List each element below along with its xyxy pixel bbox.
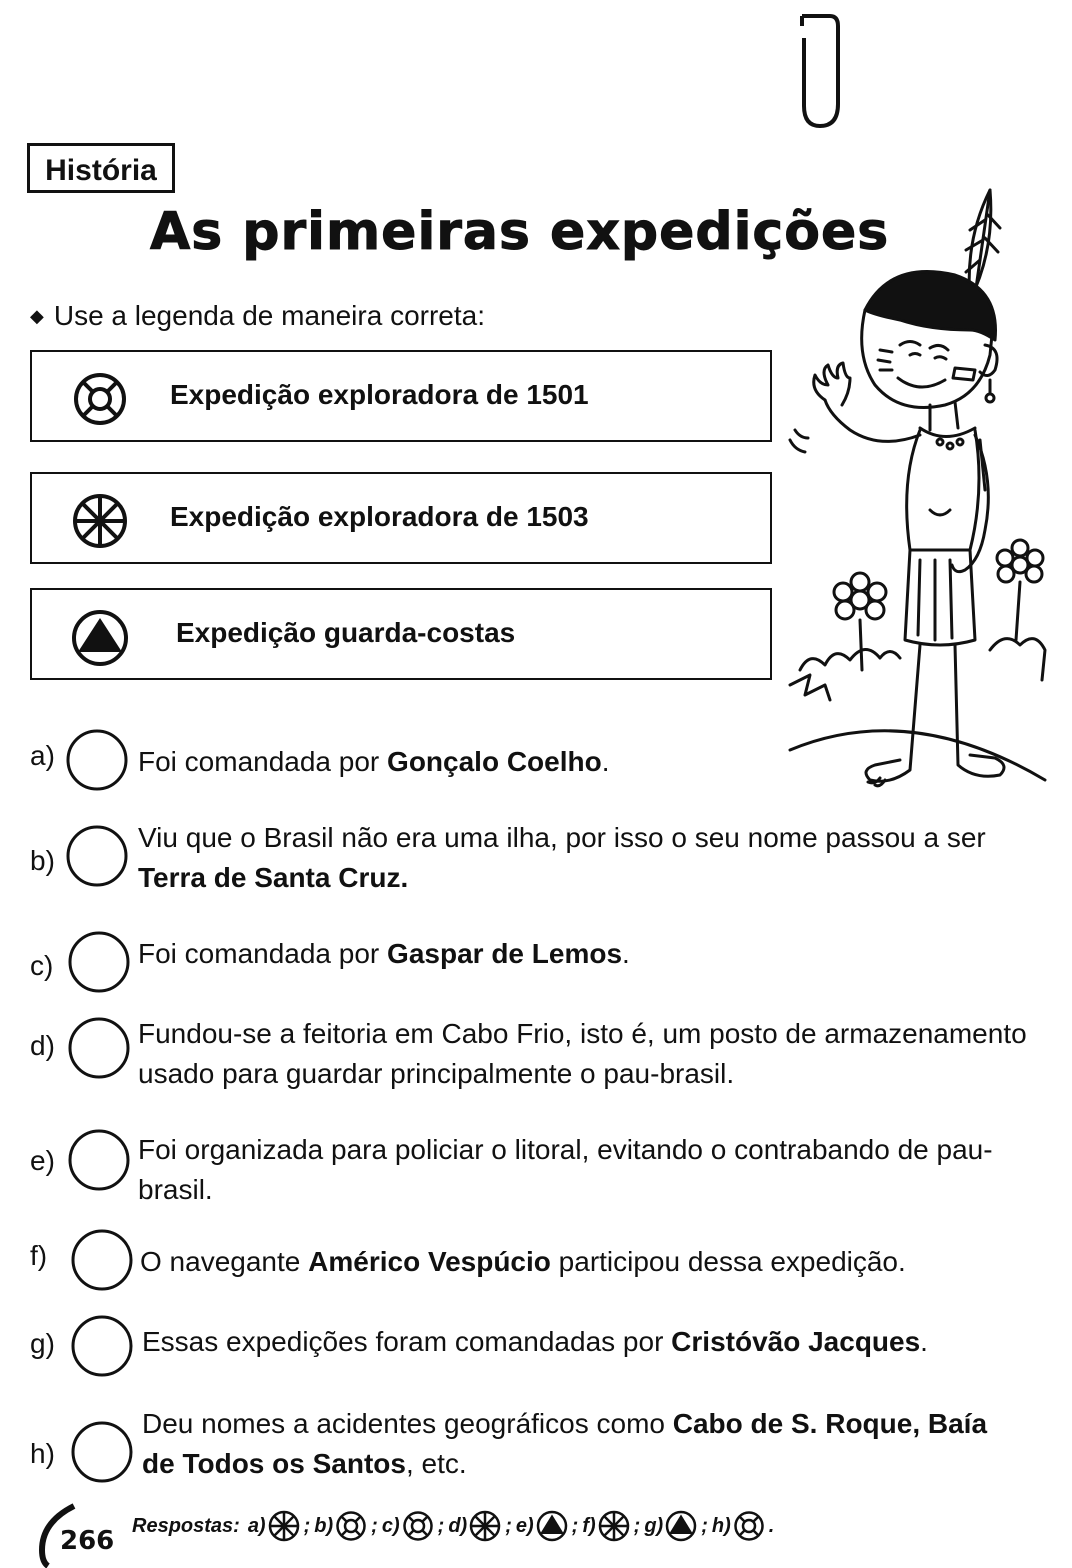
question-bold-text: Gonçalo Coelho — [387, 746, 602, 777]
triangle-icon — [536, 1510, 568, 1542]
wheel-icon — [598, 1510, 630, 1542]
legend-item-1501 — [30, 350, 772, 442]
answer-separator: . — [768, 1514, 775, 1537]
question-plain-text: . — [920, 1326, 928, 1357]
question-text — [138, 934, 630, 974]
indigenous-boy-illustration — [780, 180, 1050, 810]
answer-circle[interactable] — [67, 1128, 131, 1192]
subject-label: História — [27, 143, 175, 193]
diamond-bullet-icon: ◆ — [30, 306, 44, 326]
answer-item — [382, 1510, 444, 1542]
answer-item — [644, 1510, 708, 1542]
question-letter: f) — [30, 1240, 48, 1271]
question-letter: g) — [30, 1328, 55, 1359]
wheel-icon — [268, 1510, 300, 1542]
question-plain-text: , etc. — [405, 1448, 467, 1479]
question-plain-text: Deu nomes a acidentes geográficos como — [142, 1408, 673, 1439]
question-line — [142, 1444, 987, 1484]
question-bold-text: Gaspar de Lemos — [387, 938, 623, 969]
question-line — [142, 1322, 928, 1362]
legend-item-1503 — [30, 472, 772, 564]
answer-letter: c) — [381, 1514, 400, 1537]
answers-key — [132, 1510, 778, 1542]
question-text — [140, 1242, 906, 1282]
question-line — [138, 1170, 993, 1210]
answer-item — [248, 1510, 310, 1542]
question-letter: h) — [30, 1438, 55, 1469]
question-text — [138, 742, 610, 782]
legend-label: Expedição exploradora de 1501 — [170, 379, 589, 410]
answer-separator: ; — [701, 1514, 708, 1537]
answers-label: Respostas: — [132, 1514, 240, 1537]
page-number: 266 — [60, 1526, 115, 1556]
question-bold-text: de Todos os Santos — [142, 1448, 406, 1479]
question-text — [142, 1404, 987, 1484]
question-bold-text: Cabo de S. Roque, Baía — [672, 1408, 988, 1439]
question-letter: b) — [30, 845, 55, 876]
answer-circle[interactable] — [70, 1420, 134, 1484]
lifebuoy-icon — [335, 1510, 367, 1542]
triangle-icon — [68, 610, 132, 666]
answer-circle[interactable] — [65, 728, 129, 792]
question-plain-text: Foi comandada por — [138, 746, 388, 777]
question-plain-text: brasil. — [138, 1174, 213, 1205]
question-bold-text: Cristóvão Jacques — [671, 1326, 921, 1357]
question-line — [138, 858, 986, 898]
answer-separator: ; — [633, 1514, 641, 1537]
answer-item — [516, 1510, 578, 1542]
answer-circle[interactable] — [65, 824, 129, 888]
question-letter: e) — [30, 1145, 55, 1176]
question-text — [138, 1130, 993, 1210]
question-line — [138, 1014, 1027, 1054]
question-letter: d) — [30, 1030, 55, 1061]
page-title: As primeiras expedições — [150, 202, 890, 262]
answers-items — [248, 1510, 779, 1542]
legend-label: Expedição guarda-costas — [176, 617, 516, 648]
question-plain-text: . — [622, 938, 630, 969]
wheel-icon — [469, 1510, 501, 1542]
answer-separator: ; — [303, 1514, 311, 1537]
question-letter: a) — [30, 740, 55, 771]
answer-letter: g) — [644, 1514, 664, 1537]
lifebuoy-icon — [68, 372, 132, 426]
question-line — [142, 1404, 987, 1444]
question-text — [138, 818, 986, 898]
question-bold-text: Américo Vespúcio — [308, 1246, 551, 1277]
question-plain-text: O navegante — [140, 1246, 309, 1277]
answer-circle[interactable] — [67, 930, 131, 994]
answer-separator: ; — [371, 1514, 378, 1537]
triangle-icon — [665, 1510, 697, 1542]
question-text — [142, 1322, 928, 1362]
legend-label: Expedição exploradora de 1503 — [170, 501, 589, 532]
answer-item — [448, 1510, 512, 1542]
question-plain-text: Foi comandada por — [138, 938, 388, 969]
answer-letter: e) — [515, 1514, 534, 1537]
answer-letter: d) — [448, 1514, 468, 1537]
answer-letter: h) — [711, 1514, 731, 1537]
answer-separator: ; — [437, 1514, 445, 1537]
question-letter: c) — [30, 950, 54, 981]
question-line — [138, 1130, 993, 1170]
question-plain-text: Viu que o Brasil não era uma ilha, por isso o seu nome passou a ser — [138, 822, 986, 853]
answer-circle[interactable] — [70, 1314, 134, 1378]
answer-circle[interactable] — [70, 1228, 134, 1292]
lifebuoy-icon — [733, 1510, 765, 1542]
question-plain-text: usado para guardar principalmente o pau-brasil. — [138, 1058, 735, 1089]
answer-separator: ; — [571, 1514, 579, 1537]
question-plain-text: Foi organizada para policiar o litoral, evitando o contrabando de pau- — [138, 1134, 993, 1165]
instruction-text: Use a legenda de maneira correta: — [53, 300, 485, 331]
question-line — [138, 742, 610, 782]
question-plain-text: Essas expedições foram comandadas por — [142, 1326, 672, 1357]
lifebuoy-icon — [402, 1510, 434, 1542]
instruction — [30, 300, 485, 332]
answer-letter: a) — [247, 1514, 266, 1537]
question-plain-text: Fundou-se a feitoria em Cabo Frio, isto é, um posto de armazenamento — [138, 1018, 1027, 1049]
question-line — [138, 934, 630, 974]
answer-circle[interactable] — [67, 1016, 131, 1080]
answer-item — [712, 1510, 774, 1542]
answer-item — [582, 1510, 640, 1542]
question-plain-text: participou dessa expedição. — [550, 1246, 906, 1277]
answer-separator: ; — [505, 1514, 512, 1537]
question-line — [138, 818, 986, 858]
question-line — [140, 1242, 906, 1282]
question-text — [138, 1014, 1027, 1094]
answer-item — [314, 1510, 378, 1542]
question-plain-text: . — [601, 746, 610, 777]
question-bold-text: Terra de Santa Cruz. — [138, 862, 409, 893]
wheel-icon — [68, 494, 132, 548]
answer-letter: f) — [582, 1514, 596, 1537]
answer-letter: b) — [314, 1514, 334, 1537]
legend-item-guarda-costas — [30, 588, 772, 680]
paper-clip-icon — [790, 8, 850, 133]
question-line — [138, 1054, 1027, 1094]
